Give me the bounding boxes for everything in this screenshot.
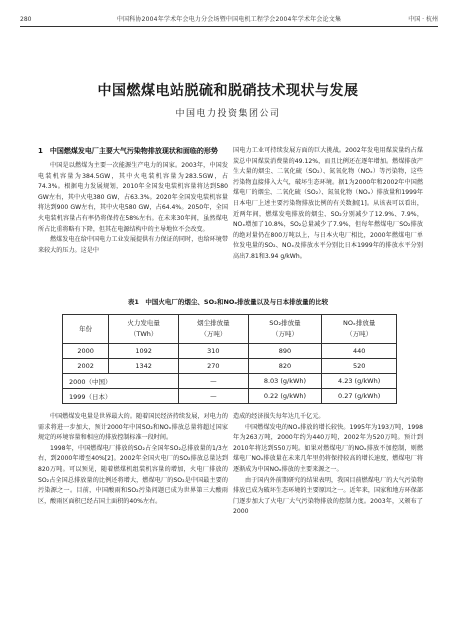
table-cell: 4.23 (g/kWh) [322, 374, 397, 389]
table-header-cell: 火力发电量 （TWh） [109, 315, 179, 344]
table-cell: 2000 [63, 344, 109, 359]
table-header-cell: NOₓ排放量 （万吨） [322, 315, 397, 344]
table-cell: 8.03 (g/kWh) [248, 374, 322, 389]
section-label: 中国 · 杭州 [408, 16, 438, 23]
table-cell: 1999（日本） [63, 389, 179, 404]
table-cell: 310 [179, 344, 248, 359]
paragraph: 中国燃煤发电量是世界最大的。随着国民经济持续发展，对电力的需求将进一步加大，预计2000年中国SO₂和NOₓ排放总量将超过国家规定的环境容量和相应的排放控制标准一段时间。 [38, 413, 228, 442]
table-header-cell: 年份 [63, 315, 109, 344]
emissions-table [62, 314, 397, 404]
table-cell: 440 [322, 344, 397, 359]
table-cell: 0.27 (g/kWh) [322, 389, 397, 404]
table-cell: 0.22 (g/kWh) [248, 389, 322, 404]
paragraph: 中国是以燃煤为主要一次能源生产电力的国家。2003年，中国发电装机容量为384.5GW，其中火电装机容量为283.5GW，占74.3%。根据电力发展规划，2010年全国发电装机容量将达到580 GW左右，其中火电380 GW，占63.3%。2020年全国发电装机容量将达到900 GW左右，其中火电580 GW，占64.4%。2050年，全国火电装机容量占有率仍将保持在58%左右。在未来30年间，虽然煤电所占比重将略有下降，但其在电源结构中的主导地位不会改变。 [38, 162, 228, 233]
table-cell: — [179, 374, 248, 389]
page-number: 280 [20, 16, 32, 23]
table-row [63, 359, 397, 374]
table-header-cell: 烟尘排放量 （万吨） [179, 315, 248, 344]
running-header [20, 14, 438, 27]
paragraph: 中国燃煤发电的NOₓ排放的增长较快。1995年为193万吨，1998年为263万吨，2000年约为440万吨，2002年为520万吨。预计到2010年将达到550万吨。如果对燃煤电厂的NOₓ排放不加控制，则燃煤电厂NOₓ排放量在未来几年里仍将保持较高的增长速度，燃煤电厂将逐渐成为中国NOₓ排放的主要来源之一。 [233, 423, 423, 473]
left-column-bottom [38, 412, 228, 507]
table-caption: 表1 中国火电厂的烟尘、SO₂和NOₓ排放量以及与日本排放量的比较 [127, 298, 329, 306]
table-cell: 270 [179, 359, 248, 374]
paragraph: 造成的经济损失每年达几千亿元。 [233, 413, 325, 420]
table-row [63, 389, 397, 404]
paragraph: 国电力工业可持续发展方面的巨大挑战。2002年发电用煤炭量约占煤炭总中国煤炭消费量的49.12%，而且比例还在逐年增加。燃煤排放产生大量的烟尘、二氧化硫（SO₂）、氮氧化物（NOₓ）等污染物，这些污染物直接排入大气，破坏生态环境。据1为2000年和2002年中国燃煤电厂的烟尘、二氧化硫（SO₂）、氮氧化物（NOₓ）排放量和1999年日本电厂上述主要污染物排放比例的有关数据[1]。从该表可以看出，近两年间，燃煤发电排放的烟尘、SO₂分别减少了12.9%、7.9%，NOₓ增加了10.8%，SO₂总量减少了7.9%，但每年燃煤电厂SO₂排放的绝对量仍在800万吨以上，与日本火电厂相比，2000年燃煤电厂单位发电量的SO₂、NOₓ及排放水平分别比日本1999年的排放水平分别高出7.81和3.94 g/kWh。 [233, 147, 423, 260]
table-row [63, 344, 397, 359]
paragraph: 燃煤发电在给中国电力工业发展提供有力保证的同时，也给环境带来较大的压力。这是中 [38, 236, 228, 254]
table-row [63, 374, 397, 389]
table-cell: — [179, 389, 248, 404]
paragraph: 由于国内外前期研究的结果表明，我国目前燃煤电厂的大气污染物排放已成为破坏生态环境的主要原因之一。近年来，国家和地方环保部门逐步加大了火电厂大气污染物排放的控制力度。2003年，又颁布了2000 [233, 476, 423, 516]
paragraph: 1998年，中国燃煤电厂排放的SO₂占全国年SO₂总排放量的1/3左右，到2000年增至40%[2]。2002年全国火电厂的SO₂排放总量达到820万吨。可以预见，随着燃煤机组装机容量的增加，火电厂排放的SO₂占全国总排放量的比例还将增大，燃煤电厂的SO₂是中国最主要的污染源之一。目前，中国酸雨和SO₂污染问题已成为世界第三大酸雨区，酸雨区面积已经占国土面积的40%左右。 [38, 444, 228, 505]
table-cell: 1092 [109, 344, 179, 359]
table-header-cell: SO₂排放量 （万吨） [248, 315, 322, 344]
paper-title: 中国燃煤电站脱硫和脱硝技术现状与发展 [97, 83, 359, 99]
table-cell: 890 [248, 344, 322, 359]
left-column-top [38, 146, 228, 256]
section-heading: 1 中国燃煤发电厂主要大气污染物排放现状和面临的形势 [38, 147, 218, 155]
table-cell: 820 [248, 359, 322, 374]
author-organization: 中国电力投资集团公司 [175, 109, 281, 119]
table-cell: 2000（中国） [63, 374, 179, 389]
right-column-bottom [233, 412, 423, 518]
table-cell: 520 [322, 359, 397, 374]
table-cell: 2002 [63, 359, 109, 374]
table-cell: 1342 [109, 359, 179, 374]
right-column-top [233, 146, 423, 263]
journal-title: 中国科协2004年学术年会电力分会场暨中国电机工程学会2004年学术年会论文集 [116, 16, 342, 23]
table-header-row [63, 315, 397, 344]
